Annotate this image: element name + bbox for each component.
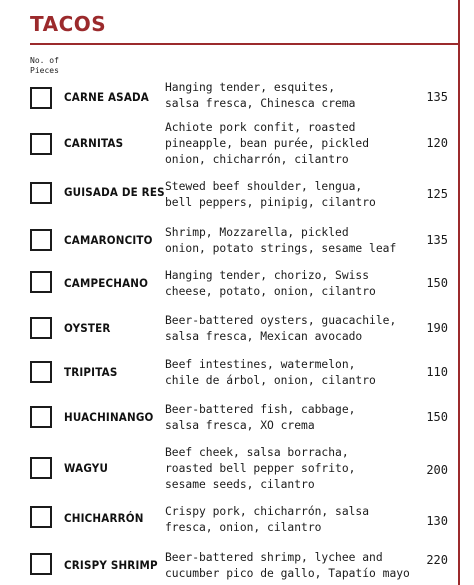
item-price: 190: [426, 321, 448, 335]
pieces-checkbox[interactable]: [30, 182, 52, 204]
description-line: onion, chicharrón, cilantro: [165, 153, 349, 166]
item-name: GUISADA DE RES: [64, 185, 165, 199]
description-line: salsa fresca, Chinesca crema: [165, 97, 356, 110]
item-description: [165, 550, 425, 582]
pieces-checkbox[interactable]: [30, 317, 52, 339]
item-description: [165, 225, 425, 257]
item-description: [165, 402, 425, 434]
item-name: CHICHARRÓN: [64, 511, 144, 525]
description-line: Beer-battered oysters, guacachile,: [165, 314, 397, 327]
item-price: 220: [426, 553, 448, 567]
pieces-checkbox[interactable]: [30, 87, 52, 109]
description-line: Stewed beef shoulder, lengua,: [165, 180, 363, 193]
description-line: roasted bell pepper sofrito,: [165, 462, 356, 475]
description-line: Shrimp, Mozzarella, pickled: [165, 226, 349, 239]
description-line: bell peppers, pinipig, cilantro: [165, 196, 376, 209]
item-price: 110: [426, 365, 448, 379]
description-line: Crispy pork, chicharrón, salsa: [165, 505, 370, 518]
description-line: salsa fresca, XO crema: [165, 419, 315, 432]
pieces-checkbox[interactable]: [30, 271, 52, 293]
description-line: Achiote pork confit, roasted: [165, 121, 356, 134]
item-price: 200: [426, 463, 448, 477]
description-line: chile de árbol, onion, cilantro: [165, 374, 376, 387]
item-name: WAGYU: [64, 461, 109, 475]
item-name: CRISPY SHRIMP: [64, 558, 158, 572]
item-name: TRIPITAS: [64, 365, 118, 379]
item-name: CARNE ASADA: [64, 90, 149, 104]
pieces-checkbox[interactable]: [30, 133, 52, 155]
description-line: fresca, onion, cilantro: [165, 521, 322, 534]
section-title: TACOS: [30, 12, 107, 36]
description-line: onion, potato strings, sesame leaf: [165, 242, 397, 255]
item-price: 130: [426, 514, 448, 528]
item-name: CARNITAS: [64, 136, 124, 150]
item-description: [165, 504, 425, 536]
item-name: OYSTER: [64, 321, 111, 335]
item-price: 125: [426, 187, 448, 201]
description-line: cheese, potato, onion, cilantro: [165, 285, 376, 298]
description-line: sesame seeds, cilantro: [165, 478, 315, 491]
item-description: [165, 357, 425, 389]
item-name: CAMARONCITO: [64, 233, 153, 247]
pieces-checkbox[interactable]: [30, 457, 52, 479]
pieces-checkbox[interactable]: [30, 553, 52, 575]
item-description: [165, 445, 425, 493]
pieces-checkbox[interactable]: [30, 506, 52, 528]
pieces-column-label: No. of Pieces: [30, 56, 59, 75]
item-description: [165, 179, 425, 211]
description-line: pineapple, bean purée, pickled: [165, 137, 370, 150]
description-line: salsa fresca, Mexican avocado: [165, 330, 363, 343]
description-line: Hanging tender, esquites,: [165, 81, 336, 94]
pieces-checkbox[interactable]: [30, 406, 52, 428]
description-line: Beer-battered shrimp, lychee and: [165, 551, 383, 564]
description-line: Beef cheek, salsa borracha,: [165, 446, 349, 459]
item-price: 150: [426, 276, 448, 290]
description-line: cucumber pico de gallo, Tapatío mayo: [165, 567, 410, 580]
item-description: [165, 120, 425, 168]
item-price: 135: [426, 90, 448, 104]
item-price: 150: [426, 410, 448, 424]
description-line: Beef intestines, watermelon,: [165, 358, 356, 371]
item-name: CAMPECHANO: [64, 276, 149, 290]
item-name: HUACHINANGO: [64, 410, 154, 424]
pieces-checkbox[interactable]: [30, 229, 52, 251]
item-description: [165, 80, 425, 112]
item-price: 120: [426, 136, 448, 150]
item-description: [165, 313, 425, 345]
description-line: Hanging tender, chorizo, Swiss: [165, 269, 370, 282]
item-price: 135: [426, 233, 448, 247]
item-description: [165, 268, 425, 300]
description-line: Beer-battered fish, cabbage,: [165, 403, 356, 416]
pieces-checkbox[interactable]: [30, 361, 52, 383]
